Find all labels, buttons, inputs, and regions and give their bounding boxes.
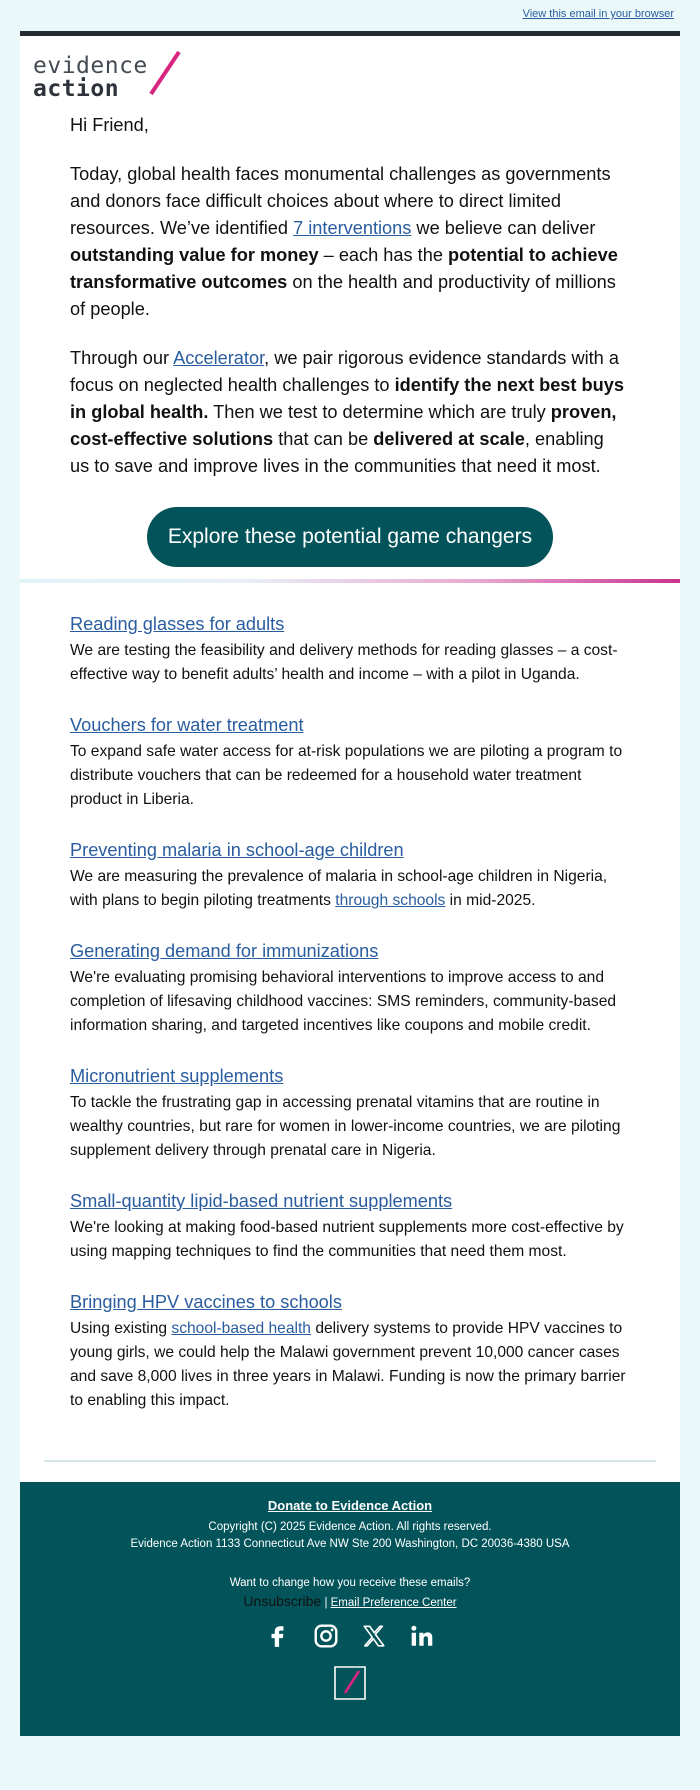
view-in-browser-link[interactable]: View this email in your browser — [522, 8, 674, 20]
preference-center-link[interactable]: Email Preference Center — [330, 1597, 457, 1609]
interventions-link[interactable]: 7 interventions — [293, 218, 412, 238]
change-prompt: Want to change how you receive these emails? — [229, 1577, 471, 1589]
item-title-link[interactable]: Generating demand for immunizations — [70, 941, 379, 961]
list-item — [70, 940, 630, 1038]
address: Evidence Action 1133 Connecticut Ave NW Ste 200 Washington, DC 20036-4380 USA — [130, 1538, 570, 1550]
item-description: To expand safe water access for at-risk populations we are piloting a program to distribute vouchers that can be redeemed for a household water treatment product in Liberia. — [70, 743, 623, 808]
list-item — [70, 613, 630, 687]
logo-word-evidence: evidence — [33, 53, 148, 79]
section-divider — [44, 1460, 656, 1462]
school-based-health-link[interactable]: school-based health — [171, 1320, 311, 1337]
unsubscribe-link[interactable]: Unsubscribe — [243, 1593, 322, 1609]
facebook-icon[interactable] — [265, 1623, 291, 1649]
greeting: Hi Friend, — [70, 115, 149, 135]
list-item — [70, 1190, 630, 1264]
intervention-list — [20, 583, 680, 1460]
item-description: We are testing the feasibility and delivery methods for reading glasses – a cost-effective way to benefit adults’ health and income – with a pilot in Uganda. — [70, 642, 618, 683]
list-item — [70, 714, 630, 812]
item-title-link[interactable]: Reading glasses for adults — [70, 614, 285, 634]
linkedin-icon[interactable] — [409, 1623, 435, 1649]
donate-link[interactable]: Donate to Evidence Action — [267, 1498, 433, 1513]
item-title-link[interactable]: Preventing malaria in school-age children — [70, 840, 404, 860]
item-description: We're looking at making food-based nutrient supplements more cost-effective by using mapping techniques to find the communities that need them most. — [70, 1219, 624, 1260]
explore-button[interactable]: Explore these potential game changers — [147, 507, 553, 567]
intro — [20, 96, 680, 480]
intro-paragraph-2: Through our Accelerator, we pair rigorous evidence standards with a focus on neglected health challenges to identify the next best buys in global health. Then we test to determine which are truly proven, cost-effective solutions that can be delivered at scale, enabling us to save and improve lives in the communities that need it most. — [70, 348, 624, 476]
footer — [20, 1482, 680, 1736]
accelerator-link[interactable]: Accelerator — [173, 348, 265, 368]
item-description: We're evaluating promising behavioral interventions to improve access to and completion of lifesaving childhood vaccines: SMS reminders, community-based information sharing, and targeted incentives like coupons and mobile credit. — [70, 969, 617, 1034]
item-title-link[interactable]: Small-quantity lipid-based nutrient supplements — [70, 1191, 453, 1211]
item-title-link[interactable]: Bringing HPV vaccines to schools — [70, 1292, 342, 1312]
item-description: To tackle the frustrating gap in accessing prenatal vitamins that are routine in wealthy countries, but rare for women in lower-income countries, we are piloting supplement delivery through prenatal care in Nigeria. — [70, 1094, 621, 1159]
email-card — [20, 31, 680, 1736]
item-description: Using existing school-based health delivery systems to provide HPV vaccines to young girls, we could help the Malawi government prevent 10,000 cancer cases and save 8,000 lives in three years in Malawi. Funding is now the primary barrier to enabling this impact. — [70, 1320, 626, 1409]
copyright: Copyright (C) 2025 Evidence Action. All rights reserved. — [208, 1521, 492, 1533]
topbar — [0, 0, 700, 31]
logo-word-action: action — [33, 76, 120, 102]
item-title-link[interactable]: Micronutrient supplements — [70, 1066, 284, 1086]
item-description: We are measuring the prevalence of malaria in school-age children in Nigeria, with plans to begin piloting treatments through schools in mid-2025. — [70, 868, 608, 909]
logo-slash-icon — [147, 50, 183, 96]
x-twitter-icon[interactable] — [361, 1623, 387, 1649]
intro-paragraph-1: Today, global health faces monumental challenges as governments and donors face difficult choices about where to direct limited resources. We’ve identified 7 interventions we believe can deliver outstanding value for money – each has the potential to achieve transformative outcomes on the health and productivity of millions of people. — [70, 164, 618, 319]
list-item — [70, 1291, 630, 1413]
cta-wrap — [20, 502, 680, 579]
social-links — [20, 1623, 680, 1649]
footer-logo[interactable] — [20, 1665, 680, 1701]
preferences-row: Unsubscribe | Email Preference Center — [243, 1593, 457, 1609]
footer-logo-icon — [333, 1665, 367, 1701]
logo[interactable] — [20, 36, 680, 102]
item-title-link[interactable]: Vouchers for water treatment — [70, 715, 304, 735]
list-item — [70, 1065, 630, 1163]
instagram-icon[interactable] — [313, 1623, 339, 1649]
list-item — [70, 839, 630, 913]
through-schools-link[interactable]: through schools — [335, 892, 446, 909]
